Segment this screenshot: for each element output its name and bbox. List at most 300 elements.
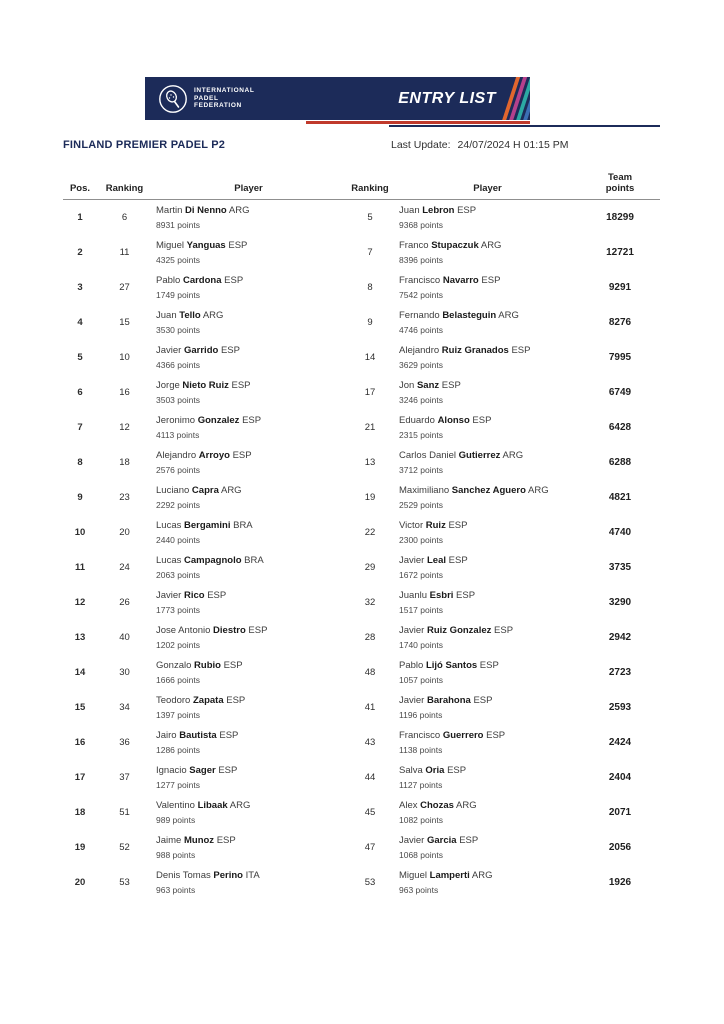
player1-cell xyxy=(152,485,345,511)
federation-name-line2: PADEL xyxy=(194,94,219,102)
table-row xyxy=(63,795,660,830)
position-value: 15 xyxy=(74,702,86,713)
ranking2-value: 29 xyxy=(364,562,376,573)
table-row xyxy=(63,375,660,410)
player1-first-name: Javier xyxy=(156,589,182,601)
ranking1-value: 10 xyxy=(119,352,130,363)
navy-divider-line xyxy=(389,125,660,128)
position-value: 5 xyxy=(77,352,83,363)
player2-name xyxy=(399,590,580,602)
player1-points: 4113 points xyxy=(156,429,200,440)
player2-last-name: Guerrero xyxy=(442,729,484,741)
position-value: 18 xyxy=(74,807,86,818)
player1-last-name: Perino xyxy=(213,869,243,881)
ranking2-value: 8 xyxy=(367,282,373,293)
header-banner xyxy=(145,77,530,120)
player1-points: 2063 points xyxy=(156,569,200,580)
ranking2-value: 32 xyxy=(364,597,376,608)
table-row xyxy=(63,760,660,795)
player2-name xyxy=(399,625,580,637)
player2-first-name: Eduardo xyxy=(399,414,435,426)
ranking2-value: 17 xyxy=(364,387,376,398)
player1-country: BRA xyxy=(244,554,264,566)
player2-cell xyxy=(395,660,580,686)
ranking1-value: 52 xyxy=(119,842,130,853)
player1-name xyxy=(156,205,345,217)
player2-last-name: Ruiz Granados xyxy=(441,344,509,356)
ranking1-value: 24 xyxy=(119,562,130,573)
player1-last-name: Munoz xyxy=(183,834,215,846)
team-points-value: 6288 xyxy=(608,457,632,468)
entry-table xyxy=(63,172,660,900)
player2-cell xyxy=(395,485,580,511)
player2-last-name: Lijó Santos xyxy=(425,659,478,671)
player1-country: ESP xyxy=(226,694,246,706)
team-points-value: 2424 xyxy=(608,737,632,748)
player2-points: 2315 points xyxy=(399,429,443,440)
ranking1-value: 12 xyxy=(119,422,130,433)
player2-country: ARG xyxy=(471,869,493,881)
player2-points: 2529 points xyxy=(399,499,443,510)
position-value: 20 xyxy=(74,877,86,888)
player1-points: 4366 points xyxy=(156,359,200,370)
player1-first-name: Javier xyxy=(156,344,182,356)
ranking2-value: 13 xyxy=(364,457,376,468)
player1-cell xyxy=(152,380,345,406)
ranking2-value: 43 xyxy=(364,737,376,748)
ranking2-value: 14 xyxy=(364,352,376,363)
team-points-value: 3290 xyxy=(608,597,632,608)
player1-name xyxy=(156,275,345,287)
table-row xyxy=(63,865,660,900)
position-value: 3 xyxy=(77,282,83,293)
team-points-value: 2071 xyxy=(608,807,632,818)
player1-first-name: Lucas xyxy=(156,554,182,566)
tournament-title: FINLAND PREMIER PADEL P2 xyxy=(63,139,226,151)
player2-cell xyxy=(395,275,580,301)
player1-country: ESP xyxy=(223,659,243,671)
player1-points: 1286 points xyxy=(156,744,200,755)
player2-first-name: Javier xyxy=(399,694,425,706)
federation-name xyxy=(194,87,254,110)
player1-country: ITA xyxy=(245,869,260,881)
player2-cell xyxy=(395,870,580,896)
player2-name xyxy=(399,415,580,427)
player2-points: 1196 points xyxy=(399,709,443,720)
player2-cell xyxy=(395,380,580,406)
ranking2-value: 44 xyxy=(364,772,376,783)
player2-name xyxy=(399,660,580,672)
player2-country: ESP xyxy=(473,694,493,706)
team-points-value: 8276 xyxy=(608,317,632,328)
player1-last-name: Tello xyxy=(179,309,201,321)
ranking2-value: 5 xyxy=(367,212,373,223)
player1-last-name: Nieto Ruiz xyxy=(182,379,229,391)
table-row xyxy=(63,830,660,865)
ranking2-value: 48 xyxy=(364,667,376,678)
table-row xyxy=(63,550,660,585)
player2-cell xyxy=(395,835,580,861)
player1-points: 988 points xyxy=(156,849,196,860)
ranking1-value: 53 xyxy=(119,877,130,888)
player2-name xyxy=(399,520,580,532)
player2-first-name: Francisco xyxy=(399,274,441,286)
player2-country: ESP xyxy=(511,344,531,356)
player2-last-name: Esbri xyxy=(429,589,454,601)
player2-first-name: Fernando xyxy=(399,309,440,321)
ranking2-value: 7 xyxy=(367,247,373,258)
player1-name xyxy=(156,625,345,637)
player2-name xyxy=(399,730,580,742)
player2-country: ESP xyxy=(457,204,477,216)
player1-cell xyxy=(152,625,345,651)
player2-last-name: Alonso xyxy=(437,414,470,426)
table-row xyxy=(63,690,660,725)
player2-country: ARG xyxy=(480,239,502,251)
player2-cell xyxy=(395,310,580,336)
team-points-value: 1926 xyxy=(608,877,632,888)
position-value: 2 xyxy=(77,247,83,258)
position-value: 13 xyxy=(74,632,86,643)
table-row xyxy=(63,200,660,235)
player2-country: ESP xyxy=(481,274,501,286)
player1-last-name: Gonzalez xyxy=(197,414,240,426)
table-row xyxy=(63,655,660,690)
player2-points: 963 points xyxy=(399,884,439,895)
player1-country: ESP xyxy=(207,589,227,601)
header-ranking-2: Ranking xyxy=(351,183,389,194)
player2-last-name: Barahona xyxy=(426,694,471,706)
table-row xyxy=(63,445,660,480)
team-points-value: 9291 xyxy=(608,282,632,293)
player2-cell xyxy=(395,590,580,616)
player1-country: ARG xyxy=(229,799,251,811)
player1-name xyxy=(156,765,345,777)
player1-last-name: Yanguas xyxy=(186,239,226,251)
player2-name xyxy=(399,870,580,882)
ranking1-value: 18 xyxy=(119,457,130,468)
player1-name xyxy=(156,555,345,567)
player2-country: ESP xyxy=(472,414,492,426)
player2-cell xyxy=(395,625,580,651)
player2-cell xyxy=(395,765,580,791)
player2-points: 1672 points xyxy=(399,569,443,580)
ranking2-value: 22 xyxy=(364,527,376,538)
player2-points: 1517 points xyxy=(399,604,443,615)
player1-first-name: Juan xyxy=(156,309,177,321)
ranking2-value: 21 xyxy=(364,422,376,433)
player2-country: ESP xyxy=(494,624,514,636)
player2-name xyxy=(399,240,580,252)
player1-cell xyxy=(152,765,345,791)
team-points-value: 18299 xyxy=(606,212,634,223)
player1-last-name: Campagnolo xyxy=(184,554,242,566)
team-points-value: 4821 xyxy=(608,492,632,503)
player1-name xyxy=(156,730,345,742)
player1-first-name: Jorge xyxy=(156,379,180,391)
player1-cell xyxy=(152,275,345,301)
team-points-value: 6749 xyxy=(608,387,632,398)
player2-first-name: Alejandro xyxy=(399,344,440,356)
player2-first-name: Javier xyxy=(399,624,425,636)
player1-country: ESP xyxy=(228,239,248,251)
player1-name xyxy=(156,835,345,847)
last-update-label: Last Update: xyxy=(391,139,451,151)
player1-last-name: Di Nenno xyxy=(185,204,227,216)
ipf-logo xyxy=(158,84,254,114)
table-row xyxy=(63,270,660,305)
table-row xyxy=(63,515,660,550)
ranking1-value: 20 xyxy=(119,527,130,538)
player2-name xyxy=(399,205,580,217)
player2-points: 7542 points xyxy=(399,289,443,300)
title-row xyxy=(63,139,660,151)
player1-first-name: Denis Tomas xyxy=(156,869,211,881)
player1-first-name: Gonzalo xyxy=(156,659,192,671)
player1-last-name: Sager xyxy=(189,764,216,776)
player2-last-name: Lamperti xyxy=(429,869,470,881)
player2-name xyxy=(399,765,580,777)
player2-points: 3712 points xyxy=(399,464,443,475)
player1-points: 1749 points xyxy=(156,289,200,300)
table-row xyxy=(63,305,660,340)
ranking2-value: 19 xyxy=(364,492,376,503)
player2-cell xyxy=(395,730,580,756)
player1-cell xyxy=(152,800,345,826)
player2-first-name: Franco xyxy=(399,239,429,251)
player1-name xyxy=(156,800,345,812)
player2-country: ARG xyxy=(498,309,519,321)
player2-country: ESP xyxy=(456,589,476,601)
player2-first-name: Pablo xyxy=(399,659,424,671)
player2-name xyxy=(399,310,580,322)
player1-first-name: Jose Antonio xyxy=(156,624,211,636)
player1-first-name: Valentino xyxy=(156,799,195,811)
player2-last-name: Chozas xyxy=(420,799,454,811)
team-points-value: 3735 xyxy=(608,562,632,573)
position-value: 10 xyxy=(74,527,86,538)
player1-country: ARG xyxy=(220,484,242,496)
player1-points: 1666 points xyxy=(156,674,200,685)
entry-list-title: ENTRY LIST xyxy=(398,89,496,107)
player1-last-name: Rico xyxy=(183,589,205,601)
player2-cell xyxy=(395,520,580,546)
player2-first-name: Jon xyxy=(399,379,415,391)
ranking2-value: 47 xyxy=(364,842,376,853)
player2-points: 9368 points xyxy=(399,219,443,230)
player2-cell xyxy=(395,345,580,371)
player1-country: ESP xyxy=(242,414,262,426)
player2-points: 1138 points xyxy=(399,744,443,755)
player2-first-name: Juan xyxy=(399,204,420,216)
player2-cell xyxy=(395,800,580,826)
federation-name-line1: INTERNATIONAL xyxy=(194,87,255,95)
player1-country: ESP xyxy=(220,344,240,356)
team-points-value: 2593 xyxy=(608,702,632,713)
player1-points: 1773 points xyxy=(156,604,200,615)
team-points-value: 4740 xyxy=(608,527,632,538)
player2-cell xyxy=(395,695,580,721)
player2-cell xyxy=(395,205,580,231)
player1-points: 963 points xyxy=(156,884,196,895)
player2-points: 1068 points xyxy=(399,849,443,860)
ranking2-value: 9 xyxy=(367,317,373,328)
player1-cell xyxy=(152,415,345,441)
ranking2-value: 41 xyxy=(364,702,376,713)
player2-name xyxy=(399,345,580,357)
position-value: 16 xyxy=(74,737,86,748)
player1-points: 3530 points xyxy=(156,324,200,335)
player1-points: 8931 points xyxy=(156,219,200,230)
ranking1-value: 37 xyxy=(119,772,130,783)
player1-cell xyxy=(152,450,345,476)
player1-name xyxy=(156,870,345,882)
player1-name xyxy=(156,695,345,707)
player1-country: ESP xyxy=(218,764,238,776)
player2-country: ARG xyxy=(528,484,549,496)
player1-cell xyxy=(152,660,345,686)
position-value: 4 xyxy=(77,317,83,328)
header-player-2: Player xyxy=(473,183,502,194)
player1-last-name: Garrido xyxy=(183,344,219,356)
player2-points: 1057 points xyxy=(399,674,443,685)
ranking1-value: 30 xyxy=(119,667,130,678)
player2-name xyxy=(399,275,580,287)
team-points-value: 12721 xyxy=(606,247,634,258)
player1-last-name: Cardona xyxy=(182,274,222,286)
player2-cell xyxy=(395,240,580,266)
player2-last-name: Leal xyxy=(426,554,446,566)
player1-first-name: Teodoro xyxy=(156,694,191,706)
player2-first-name: Salva xyxy=(399,764,423,776)
player1-country: ARG xyxy=(228,204,250,216)
player2-points: 1740 points xyxy=(399,639,443,650)
player2-country: ESP xyxy=(447,764,467,776)
player1-first-name: Lucas xyxy=(156,519,182,531)
player1-country: ESP xyxy=(248,624,268,636)
player1-first-name: Martin xyxy=(156,204,183,216)
player1-name xyxy=(156,345,345,357)
ranking1-value: 26 xyxy=(119,597,130,608)
ranking2-value: 28 xyxy=(364,632,376,643)
header-ranking-1: Ranking xyxy=(105,183,144,194)
player1-cell xyxy=(152,590,345,616)
player2-country: ARG xyxy=(502,449,524,461)
player2-last-name: Lebron xyxy=(422,204,455,216)
player2-points: 3246 points xyxy=(399,394,443,405)
table-body xyxy=(63,200,660,900)
team-points-value: 2404 xyxy=(608,772,632,783)
player2-points: 4746 points xyxy=(399,324,443,335)
player1-first-name: Ignacio xyxy=(156,764,187,776)
position-value: 14 xyxy=(74,667,86,678)
player1-first-name: Alejandro xyxy=(156,449,197,461)
ranking1-value: 36 xyxy=(119,737,130,748)
player1-first-name: Pablo xyxy=(156,274,181,286)
player1-name xyxy=(156,380,345,392)
ranking1-value: 11 xyxy=(119,247,130,258)
player2-first-name: Carlos Daniel xyxy=(399,449,457,461)
player2-country: ESP xyxy=(459,834,479,846)
player2-country: ESP xyxy=(486,729,506,741)
ranking1-value: 16 xyxy=(119,387,130,398)
player1-points: 2292 points xyxy=(156,499,200,510)
player2-last-name: Stupaczuk xyxy=(431,239,479,251)
team-points-value: 7995 xyxy=(608,352,632,363)
player2-cell xyxy=(395,555,580,581)
player2-name xyxy=(399,835,580,847)
player1-last-name: Capra xyxy=(191,484,219,496)
player2-name xyxy=(399,800,580,812)
player2-country: ESP xyxy=(479,659,499,671)
team-points-value: 2723 xyxy=(608,667,632,678)
player1-country: ESP xyxy=(216,834,236,846)
ranking2-value: 53 xyxy=(364,877,376,888)
player1-country: ESP xyxy=(219,729,239,741)
brand-stripes-decoration xyxy=(506,77,530,120)
player2-first-name: Javier xyxy=(399,554,425,566)
player1-cell xyxy=(152,310,345,336)
player2-name xyxy=(399,450,580,462)
player2-first-name: Javier xyxy=(399,834,425,846)
player1-last-name: Bautista xyxy=(179,729,217,741)
player2-last-name: Ruiz Gonzalez xyxy=(426,624,492,636)
player1-name xyxy=(156,240,345,252)
player1-cell xyxy=(152,205,345,231)
player1-cell xyxy=(152,695,345,721)
position-value: 7 xyxy=(77,422,83,433)
table-row xyxy=(63,410,660,445)
player1-name xyxy=(156,450,345,462)
player1-name xyxy=(156,520,345,532)
player1-points: 4325 points xyxy=(156,254,200,265)
table-row xyxy=(63,725,660,760)
last-update-value: 24/07/2024 H 01:15 PM xyxy=(457,139,569,151)
player1-points: 1277 points xyxy=(156,779,200,790)
player1-cell xyxy=(152,870,345,896)
table-header-row xyxy=(63,172,660,200)
player2-first-name: Miguel xyxy=(399,869,427,881)
player1-cell xyxy=(152,240,345,266)
player2-points: 1127 points xyxy=(399,779,443,790)
player1-name xyxy=(156,485,345,497)
player1-last-name: Libaak xyxy=(197,799,228,811)
player1-first-name: Jairo xyxy=(156,729,177,741)
player1-points: 2440 points xyxy=(156,534,200,545)
ranking1-value: 6 xyxy=(121,212,128,223)
player1-points: 1202 points xyxy=(156,639,200,650)
table-row xyxy=(63,235,660,270)
player1-points: 2576 points xyxy=(156,464,200,475)
player2-name xyxy=(399,485,580,497)
player2-country: ESP xyxy=(441,379,461,391)
last-update xyxy=(391,139,568,151)
player2-first-name: Victor xyxy=(399,519,424,531)
ranking1-value: 34 xyxy=(119,702,130,713)
table-row xyxy=(63,620,660,655)
orange-divider-line xyxy=(306,121,530,124)
player1-last-name: Diestro xyxy=(213,624,246,636)
player2-first-name: Maximiliano xyxy=(399,484,450,496)
player1-cell xyxy=(152,555,345,581)
player2-first-name: Juanlu xyxy=(399,589,427,601)
header-player-1: Player xyxy=(234,183,263,194)
player1-cell xyxy=(152,835,345,861)
player2-last-name: Sanz xyxy=(416,379,440,391)
player1-cell xyxy=(152,730,345,756)
player1-last-name: Rubio xyxy=(194,659,221,671)
player2-last-name: Gutierrez xyxy=(458,449,501,461)
